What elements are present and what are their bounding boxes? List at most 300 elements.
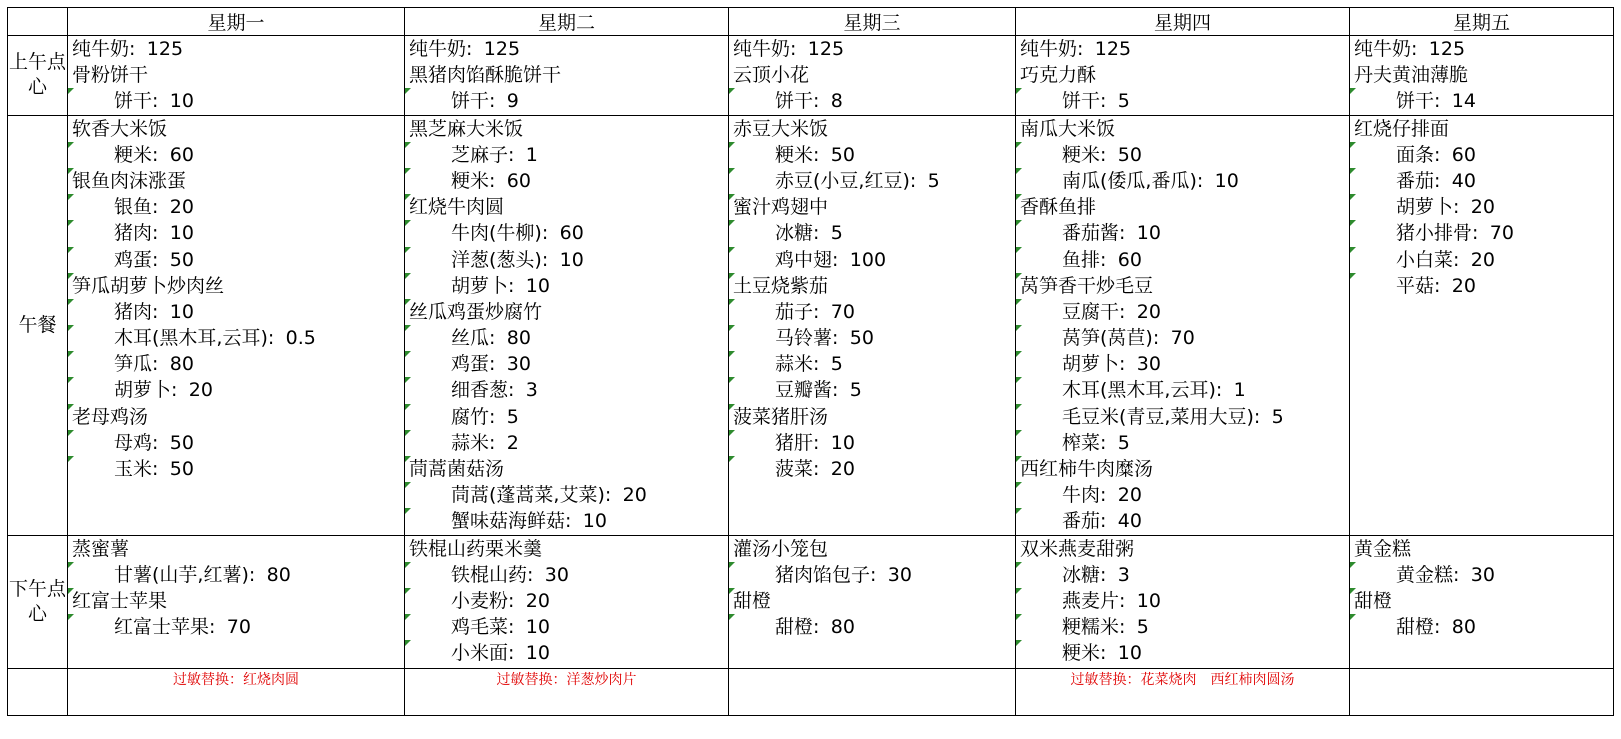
ingredient-name: 面条:: [1396, 143, 1441, 166]
ingredient-line: [1016, 588, 1349, 614]
cell-marker-icon: [68, 456, 74, 462]
ingredient-qty: 2: [506, 431, 519, 454]
ingredient-qty: 125: [483, 38, 521, 60]
ingredient-name: 牛肉:: [1062, 484, 1107, 507]
cell-marker-icon: [1016, 404, 1022, 410]
afternoon-snack-row: [8, 535, 1614, 668]
cell-marker-icon: [68, 168, 74, 174]
dish-name: 南瓜大米饭: [1020, 117, 1116, 140]
ingredient-name: 木耳(黑木耳,云耳):: [1062, 379, 1223, 402]
cell-marker-icon: [729, 351, 735, 357]
day-header: 星期二: [405, 8, 729, 36]
ingredient-qty: 100: [849, 248, 887, 271]
ingredient-name: 猪肉馅包子:: [775, 563, 877, 586]
cell-marker-icon: [68, 562, 74, 568]
ingredient-name: 番茄:: [1062, 510, 1107, 533]
cell-marker-icon: [1016, 247, 1022, 253]
ingredient-line: [68, 88, 404, 114]
ingredient-name: 甜橙:: [1396, 616, 1441, 639]
ingredient-line: [1350, 220, 1613, 246]
allergy-label-cell: [8, 668, 68, 715]
ingredient-name: 木耳(黑木耳,云耳):: [114, 327, 275, 350]
dish-line: [729, 116, 1015, 142]
ingredient-line: [1016, 351, 1349, 377]
ingredient-qty: 10: [169, 90, 194, 113]
cell-marker-icon: [68, 299, 74, 305]
ingredient-line: [1016, 508, 1349, 534]
ingredient-line: [405, 247, 728, 273]
ingredient-qty: 80: [169, 353, 194, 376]
ingredient-qty: 10: [1214, 169, 1239, 192]
day-cell: [68, 36, 405, 116]
cell-marker-icon: [68, 220, 74, 226]
ingredient-line: [405, 351, 728, 377]
ingredient-name: 芝麻子:: [451, 143, 515, 166]
cell-marker-icon: [1016, 351, 1022, 357]
ingredient-name: 鱼排:: [1062, 248, 1107, 271]
allergy-note: 过敏替换：红烧肉圆: [68, 668, 405, 715]
cell-marker-icon: [1016, 640, 1022, 646]
ingredient-line: [405, 508, 728, 534]
ingredient-line: [68, 142, 404, 168]
ingredient-qty: 20: [188, 379, 213, 402]
cell-marker-icon: [405, 562, 411, 568]
cell-marker-icon: [729, 456, 735, 462]
cell-marker-icon: [729, 614, 735, 620]
day-cell: [1016, 115, 1350, 535]
dish-line: [1350, 588, 1613, 614]
ingredient-qty: 60: [506, 169, 531, 192]
cell-marker-icon: [729, 88, 735, 94]
dish-name: 土豆烧紫茄: [733, 274, 829, 297]
cell-marker-icon: [405, 168, 411, 174]
ingredient-name: 腐竹:: [451, 405, 496, 428]
cell-marker-icon: [68, 325, 74, 331]
ingredient-qty: 10: [830, 431, 855, 454]
ingredient-line: [729, 247, 1015, 273]
ingredient-name: 甘薯(山芋,红薯):: [114, 563, 256, 586]
milk-line: [405, 36, 728, 62]
dish-name: 黑猪肉馅酥脆饼干: [409, 64, 562, 87]
day-header: 星期四: [1016, 8, 1350, 36]
ingredient-qty: 20: [830, 458, 855, 480]
ingredient-qty: 60: [1117, 248, 1142, 271]
cell-marker-icon: [68, 88, 74, 94]
ingredient-name: 饼干:: [114, 90, 159, 113]
cell-marker-icon: [405, 377, 411, 383]
cell-marker-icon: [1016, 273, 1022, 279]
ingredient-name: 饼干:: [451, 90, 496, 113]
cell-marker-icon: [405, 640, 411, 646]
milk-line: [1350, 36, 1613, 62]
ingredient-line: [1016, 88, 1349, 114]
ingredient-line: [1016, 562, 1349, 588]
ingredient-line: [729, 456, 1015, 482]
ingredient-line: [729, 220, 1015, 246]
ingredient-line: [1016, 430, 1349, 456]
cell-marker-icon: [1350, 220, 1356, 226]
cell-marker-icon: [405, 482, 411, 488]
ingredient-name: 平菇:: [1396, 274, 1441, 297]
ingredient-line: [1350, 168, 1613, 194]
meal-label-morning-snack: 上午点心: [8, 36, 68, 116]
dish-name: 黄金糕: [1354, 537, 1412, 560]
ingredient-name: 母鸡:: [114, 431, 159, 454]
cell-marker-icon: [1016, 430, 1022, 436]
header-row: [8, 8, 1614, 36]
day-cell: [729, 535, 1016, 668]
dish-line: [729, 536, 1015, 562]
dish-line: [1350, 62, 1613, 88]
ingredient-qty: 50: [169, 458, 194, 480]
cell-marker-icon: [729, 273, 735, 279]
cell-marker-icon: [729, 562, 735, 568]
dish-name: 红富士苹果: [72, 589, 168, 612]
ingredient-line: [729, 325, 1015, 351]
ingredient-name: 南瓜(倭瓜,番瓜):: [1062, 169, 1204, 192]
cell-marker-icon: [68, 142, 74, 148]
dish-name: 老母鸡汤: [72, 405, 149, 428]
ingredient-line: [1350, 562, 1613, 588]
allergy-note: [729, 668, 1016, 715]
cell-marker-icon: [405, 142, 411, 148]
ingredient-line: [1016, 614, 1349, 640]
ingredient-line: [405, 588, 728, 614]
ingredient-qty: 5: [1271, 405, 1284, 428]
cell-marker-icon: [405, 456, 411, 462]
dish-line: [1016, 62, 1349, 88]
dish-line: [729, 404, 1015, 430]
day-cell: [1350, 36, 1614, 116]
ingredient-qty: 20: [525, 589, 550, 612]
cell-marker-icon: [729, 194, 735, 200]
dish-line: [405, 194, 728, 220]
ingredient-qty: 125: [1094, 38, 1132, 60]
cell-marker-icon: [68, 247, 74, 253]
cell-marker-icon: [1350, 273, 1356, 279]
ingredient-name: 甜橙:: [775, 616, 820, 639]
cell-marker-icon: [1016, 614, 1022, 620]
ingredient-name: 莴笋(莴苣):: [1062, 327, 1160, 350]
ingredient-name: 番茄酱:: [1062, 222, 1126, 245]
ingredient-line: [1350, 142, 1613, 168]
ingredient-line: [68, 325, 404, 351]
ingredient-line: [68, 456, 404, 482]
dish-line: [68, 116, 404, 142]
dish-line: [68, 404, 404, 430]
dish-line: [405, 299, 728, 325]
ingredient-name: 细香葱:: [451, 379, 515, 402]
cell-marker-icon: [405, 588, 411, 594]
ingredient-qty: 5: [1117, 90, 1130, 113]
ingredient-line: [729, 377, 1015, 403]
ingredient-qty: 50: [849, 327, 874, 350]
day-cell: [729, 36, 1016, 116]
ingredient-qty: 5: [1136, 616, 1149, 639]
ingredient-line: [1016, 299, 1349, 325]
ingredient-name: 蟹味菇海鲜菇:: [451, 510, 572, 533]
cell-marker-icon: [68, 273, 74, 279]
ingredient-qty: 8: [830, 90, 843, 113]
dish-name: 西红柿牛肉糜汤: [1020, 458, 1154, 480]
cell-marker-icon: [1016, 456, 1022, 462]
ingredient-name: 胡萝卜:: [1396, 196, 1460, 219]
ingredient-qty: 80: [506, 327, 531, 350]
ingredient-name: 鸡蛋:: [114, 248, 159, 271]
day-cell: [1350, 115, 1614, 535]
cell-marker-icon: [1016, 194, 1022, 200]
ingredient-qty: 125: [1428, 38, 1466, 60]
ingredient-line: [729, 562, 1015, 588]
ingredient-line: [1350, 88, 1613, 114]
ingredient-name: 红富士苹果:: [114, 616, 216, 639]
ingredient-line: [729, 351, 1015, 377]
dish-line: [405, 536, 728, 562]
ingredient-qty: 10: [169, 222, 194, 245]
cell-marker-icon: [405, 508, 411, 514]
meal-label-afternoon-snack: 下午点心: [8, 535, 68, 668]
ingredient-name: 胡萝卜:: [114, 379, 178, 402]
cell-marker-icon: [1016, 588, 1022, 594]
ingredient-name: 猪肝:: [775, 431, 820, 454]
day-cell: [1350, 535, 1614, 668]
ingredient-qty: 30: [544, 563, 569, 586]
corner-cell: [8, 8, 68, 36]
cell-marker-icon: [729, 168, 735, 174]
dish-line: [68, 536, 404, 562]
dish-line: [1016, 194, 1349, 220]
ingredient-name: 小白菜:: [1396, 248, 1460, 271]
dish-name: 纯牛奶:: [733, 38, 797, 60]
ingredient-qty: 10: [1136, 589, 1161, 612]
dish-name: 铁棍山药栗米羹: [409, 537, 543, 560]
cell-marker-icon: [1016, 299, 1022, 305]
ingredient-line: [729, 299, 1015, 325]
ingredient-line: [68, 430, 404, 456]
ingredient-qty: 9: [506, 90, 519, 113]
ingredient-name: 玉米:: [114, 458, 159, 480]
cell-marker-icon: [405, 325, 411, 331]
lunch-row: [8, 115, 1614, 535]
dish-name: 骨粉饼干: [72, 64, 149, 87]
ingredient-name: 饼干:: [1062, 90, 1107, 113]
day-header: 星期一: [68, 8, 405, 36]
cell-marker-icon: [68, 377, 74, 383]
dish-name: 双米燕麦甜粥: [1020, 537, 1135, 560]
ingredient-line: [1350, 273, 1613, 299]
cell-marker-icon: [1016, 168, 1022, 174]
cell-marker-icon: [729, 220, 735, 226]
ingredient-qty: 30: [506, 353, 531, 376]
cell-marker-icon: [405, 404, 411, 410]
cell-marker-icon: [1350, 194, 1356, 200]
dish-line: [729, 62, 1015, 88]
ingredient-line: [68, 377, 404, 403]
ingredient-line: [729, 88, 1015, 114]
ingredient-line: [405, 377, 728, 403]
cell-marker-icon: [1016, 377, 1022, 383]
dish-line: [405, 62, 728, 88]
ingredient-line: [68, 194, 404, 220]
cell-marker-icon: [1016, 482, 1022, 488]
ingredient-name: 饼干:: [1396, 90, 1441, 113]
ingredient-name: 鸡毛菜:: [451, 616, 515, 639]
menu-table: [7, 7, 1614, 716]
ingredient-name: 粳米:: [1062, 642, 1107, 665]
ingredient-line: [68, 299, 404, 325]
ingredient-name: 小米面:: [451, 642, 515, 665]
ingredient-name: 毛豆米(青豆,菜用大豆):: [1062, 405, 1261, 428]
cell-marker-icon: [729, 325, 735, 331]
ingredient-qty: 10: [582, 510, 607, 533]
dish-name: 茼蒿菌菇汤: [409, 458, 505, 480]
ingredient-line: [405, 640, 728, 666]
ingredient-name: 蒜米:: [775, 353, 820, 376]
ingredient-qty: 80: [266, 563, 291, 586]
day-cell: [1016, 535, 1350, 668]
cell-marker-icon: [68, 404, 74, 410]
cell-marker-icon: [405, 194, 411, 200]
allergy-row: [8, 668, 1614, 715]
ingredient-qty: 10: [525, 642, 550, 665]
cell-marker-icon: [1350, 142, 1356, 148]
ingredient-line: [68, 247, 404, 273]
cell-marker-icon: [729, 142, 735, 148]
day-cell: [405, 535, 729, 668]
ingredient-line: [68, 562, 404, 588]
ingredient-qty: 10: [525, 616, 550, 639]
ingredient-line: [1350, 614, 1613, 640]
cell-marker-icon: [1350, 562, 1356, 568]
dish-name: 灌汤小笼包: [733, 537, 829, 560]
ingredient-qty: 20: [1136, 300, 1161, 323]
ingredient-qty: 5: [830, 353, 843, 376]
ingredient-qty: 1: [1233, 379, 1246, 402]
ingredient-name: 菠菜:: [775, 458, 820, 480]
ingredient-qty: 80: [1451, 616, 1476, 639]
ingredient-qty: 20: [1470, 248, 1495, 271]
ingredient-name: 番茄:: [1396, 169, 1441, 192]
ingredient-line: [405, 325, 728, 351]
ingredient-name: 黄金糕:: [1396, 563, 1460, 586]
dish-line: [729, 273, 1015, 299]
ingredient-qty: 20: [169, 196, 194, 219]
cell-marker-icon: [68, 194, 74, 200]
ingredient-line: [405, 614, 728, 640]
ingredient-line: [1016, 404, 1349, 430]
dish-name: 甜橙: [733, 589, 772, 612]
ingredient-qty: 125: [146, 38, 184, 60]
ingredient-name: 猪肉:: [114, 222, 159, 245]
ingredient-qty: 5: [506, 405, 519, 428]
ingredient-line: [405, 482, 728, 508]
ingredient-line: [1350, 194, 1613, 220]
dish-line: [1350, 116, 1613, 142]
cell-marker-icon: [68, 430, 74, 436]
cell-marker-icon: [405, 430, 411, 436]
ingredient-qty: 60: [1451, 143, 1476, 166]
dish-line: [68, 273, 404, 299]
ingredient-qty: 30: [1470, 563, 1495, 586]
milk-line: [1016, 36, 1349, 62]
dish-name: 纯牛奶:: [409, 38, 473, 60]
ingredient-line: [729, 168, 1015, 194]
ingredient-name: 猪小排骨:: [1396, 222, 1479, 245]
ingredient-name: 粳米:: [775, 143, 820, 166]
ingredient-name: 粳米:: [451, 169, 496, 192]
cell-marker-icon: [1016, 562, 1022, 568]
ingredient-line: [1016, 142, 1349, 168]
dish-name: 纯牛奶:: [1020, 38, 1084, 60]
dish-line: [1350, 536, 1613, 562]
ingredient-line: [405, 168, 728, 194]
ingredient-line: [1016, 220, 1349, 246]
cell-marker-icon: [405, 220, 411, 226]
allergy-note: [1350, 668, 1614, 715]
ingredient-line: [1016, 325, 1349, 351]
ingredient-name: 丝瓜:: [451, 327, 496, 350]
ingredient-qty: 5: [830, 222, 843, 245]
cell-marker-icon: [405, 247, 411, 253]
ingredient-name: 马铃薯:: [775, 327, 839, 350]
cell-marker-icon: [729, 430, 735, 436]
ingredient-line: [405, 220, 728, 246]
ingredient-qty: 40: [1117, 510, 1142, 533]
ingredient-line: [405, 404, 728, 430]
cell-marker-icon: [1016, 325, 1022, 331]
ingredient-qty: 14: [1451, 90, 1476, 113]
cell-marker-icon: [729, 588, 735, 594]
ingredient-name: 胡萝卜:: [1062, 353, 1126, 376]
ingredient-qty: 125: [807, 38, 845, 60]
dish-name: 菠菜猪肝汤: [733, 405, 829, 428]
cell-marker-icon: [729, 299, 735, 305]
cell-marker-icon: [68, 614, 74, 620]
cell-marker-icon: [1016, 142, 1022, 148]
cell-marker-icon: [405, 614, 411, 620]
ingredient-qty: 40: [1451, 169, 1476, 192]
ingredient-qty: 10: [559, 248, 584, 271]
ingredient-line: [1016, 247, 1349, 273]
day-header: 星期三: [729, 8, 1016, 36]
ingredient-qty: 60: [559, 222, 584, 245]
cell-marker-icon: [729, 377, 735, 383]
ingredient-qty: 50: [169, 431, 194, 454]
ingredient-qty: 50: [169, 248, 194, 271]
day-cell: [68, 535, 405, 668]
dish-name: 云顶小花: [733, 64, 810, 87]
ingredient-line: [68, 614, 404, 640]
milk-line: [729, 36, 1015, 62]
dish-line: [68, 168, 404, 194]
day-header: 星期五: [1350, 8, 1614, 36]
ingredient-line: [1016, 640, 1349, 666]
ingredient-name: 蒜米:: [451, 431, 496, 454]
dish-name: 银鱼肉沫涨蛋: [72, 169, 187, 192]
dish-name: 莴笋香干炒毛豆: [1020, 274, 1154, 297]
day-cell: [68, 115, 405, 535]
ingredient-qty: 3: [525, 379, 538, 402]
cell-marker-icon: [68, 588, 74, 594]
ingredient-name: 饼干:: [775, 90, 820, 113]
cell-marker-icon: [1350, 247, 1356, 253]
ingredient-qty: 20: [622, 484, 647, 507]
ingredient-qty: 30: [1136, 353, 1161, 376]
dish-line: [405, 456, 728, 482]
ingredient-qty: 20: [1451, 274, 1476, 297]
dish-name: 软香大米饭: [72, 117, 168, 140]
ingredient-name: 猪肉:: [114, 300, 159, 323]
